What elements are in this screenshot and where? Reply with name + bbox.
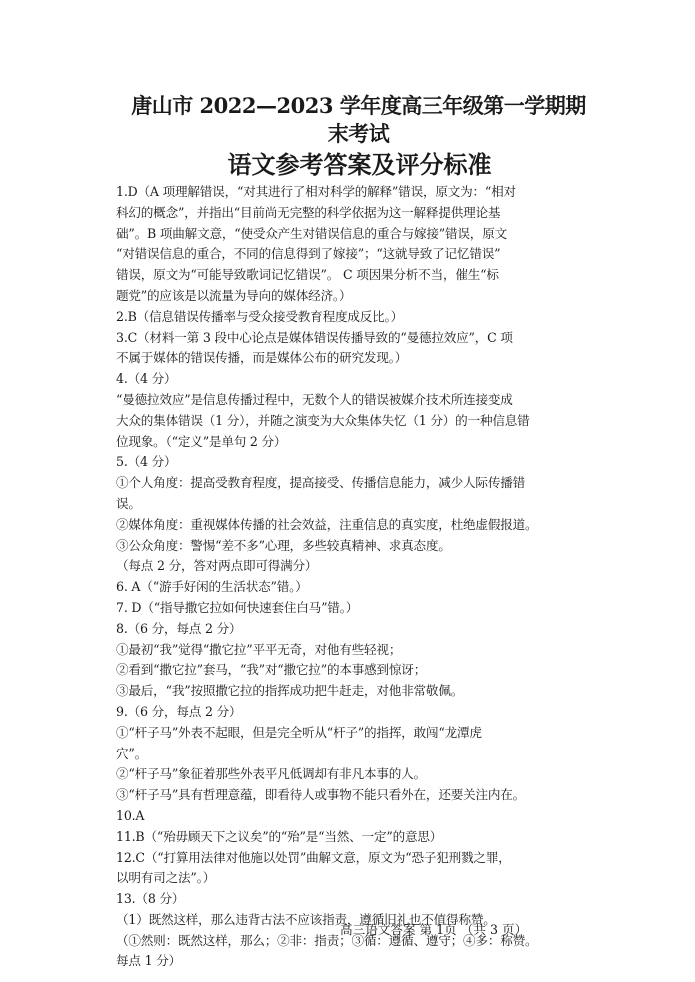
answer-line: 8.（6 分，每点 2 分） xyxy=(116,620,242,636)
answer-line: （1）既然这样，那么违背古法不应该指责，遵循旧礼也不值得称赞。 xyxy=(116,911,496,927)
answer-line: ①个人角度：提高受教育程度，提高接受、传播信息能力，减少人际传播错 xyxy=(116,475,525,491)
answer-line: ①“杆子马”外表不起眼，但是完全听从“杆子”的指挥，敢闯“龙潭虎 xyxy=(116,724,482,740)
answer-line: 6. A（“游手好闲的生活状态”错。） xyxy=(116,579,308,595)
answer-line: 位现象。（“定义”是单句 2 分） xyxy=(116,433,287,449)
answer-line: 穴”。 xyxy=(116,745,148,761)
answer-line: 错误，原文为“可能导致歌词记忆错误”。 C 项因果分析不当，催生“标 xyxy=(116,267,499,283)
answer-line: 大众的集体错误（1 分），并随之演变为大众集体失忆（1 分）的一种信息错 xyxy=(116,412,530,428)
answer-line: 7. D（“指导撒它拉如何快速套住白马”错。） xyxy=(116,599,359,615)
answer-line: ②“杆子马”象征着那些外表平凡低调却有非凡本事的人。 xyxy=(116,766,426,782)
answer-line: 11.B（“殆毋顾天下之议矣”的“殆”是“当然、一定”的意思） xyxy=(116,828,443,844)
answer-line: （每点 2 分，答对两点即可得满分） xyxy=(116,558,318,574)
answer-line: “对错误信息的重合，不同的信息得到了嫁接”；“这就导致了记忆错误” xyxy=(116,246,501,262)
answer-line: 3.C（材料一第 3 段中心论点是媒体错误传播导致的“曼德拉效应”，C 项 xyxy=(116,329,513,345)
answer-line: 以明有司之法”。） xyxy=(116,870,216,886)
answer-line: 2.B（信息错误传播率与受众接受教育程度成反比。） xyxy=(116,308,404,324)
answer-line: ②媒体角度：重视媒体传播的社会效益，注重信息的真实度，杜绝虚假报道。 xyxy=(116,516,538,532)
answer-line: 4.（4 分） xyxy=(116,371,177,387)
answer-line: （①然则：既然这样，那么；②非：指责；③循：遵循、遵守；④多：称赞。 xyxy=(116,932,538,948)
answer-line: ③最后，“我”按照撒它拉的指挥成功把牛赶走，对他非常敬佩。 xyxy=(116,683,464,699)
answer-line: 不属于媒体的错误传播，而是媒体公布的研究发现。） xyxy=(116,350,408,366)
answer-line: 误。 xyxy=(116,495,141,511)
answer-line: ③“杆子马”具有哲理意蕴，即看待人或事物不能只看外在，还要关注内在。 xyxy=(116,787,526,803)
answer-line: ①最初“我”觉得“撒它拉”平平无奇，对他有些轻视； xyxy=(116,641,402,657)
answer-line: 每点 1 分） xyxy=(116,953,181,969)
answer-line: 13.（8 分） xyxy=(116,891,185,907)
title-line-1: 唐山市 2022—2023 学年度高三年级第一学期期 xyxy=(131,93,586,118)
answer-body xyxy=(116,182,591,972)
answer-line: 10.A xyxy=(116,807,145,823)
answer-line: ②看到“撒它拉”套马，“我”对“撒它拉”的本事感到惊讶； xyxy=(116,662,427,678)
answer-line: 5.（4 分） xyxy=(116,454,177,470)
answer-line: “曼德拉效应”是信息传播过程中，无数个人的错误被媒介技术所连接变成 xyxy=(116,391,513,407)
answer-line: 础”。B 项曲解文意，“使受众产生对错误信息的重合与嫁接”错误，原文 xyxy=(116,225,507,241)
answer-line: ③公众角度：警惕“差不多”心理，多些较真精神、求真态度。 xyxy=(116,537,451,553)
exam-title xyxy=(116,92,591,148)
answer-line: 题党”的应该是以流量为导向的媒体经济。） xyxy=(116,287,352,303)
answer-line: 12.C（“打算用法律对他施以处罚”曲解文意，原文为“恐子犯刑戮之罪， xyxy=(116,849,511,865)
page-footer: 高三语文答案 第 1页 （共 3 页） xyxy=(340,922,528,937)
answer-line: 1.D（A 项理解错误，“对其进行了相对科学的解释”错误，原文为：“相对 xyxy=(116,184,516,199)
answer-line: 科幻的概念”，并指出“目前尚无完整的科学依据为这一解释提供理论基 xyxy=(116,204,501,220)
answer-line: 9.（6 分，每点 2 分） xyxy=(116,703,242,719)
title-line-2: 末考试 xyxy=(327,121,390,146)
answer-key-heading: 语文参考答案及评分标准 xyxy=(227,151,492,179)
